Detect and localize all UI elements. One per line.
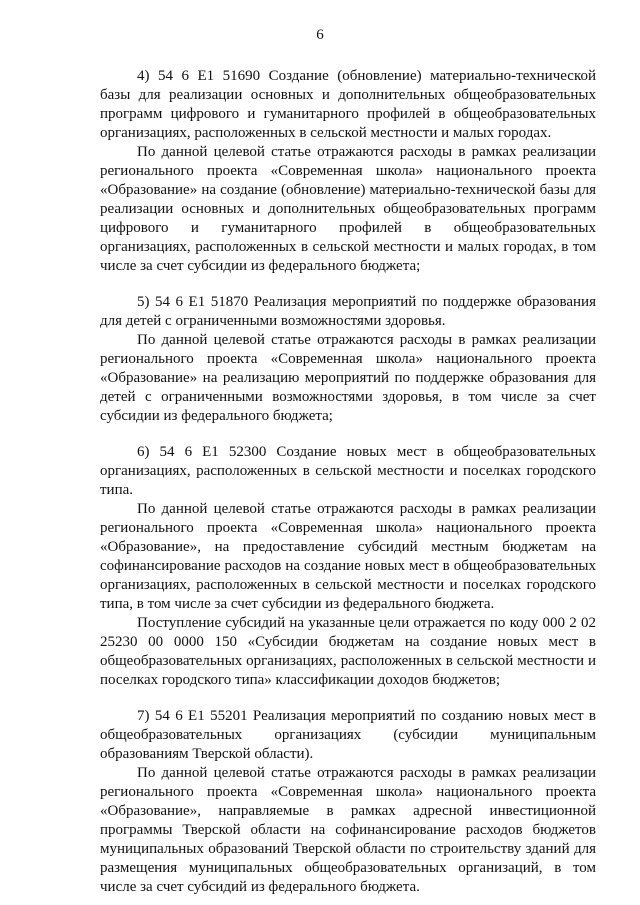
body-paragraph: По данной целевой статье отражаются расходы в рамках реализации регионального проекта «Современная школа» национального проекта «Образование» на создание (обновление) материально-технической базы для реализации основных и дополнительных общеобразовательных программ цифрового и гуманитарного профилей в общеобразовательных организациях, расположенных в сельской местности и малых городах, в том числе за счет субсидии из федерального бюджета; [100,144,596,274]
section-item-5 [100,293,596,426]
document-body [100,67,596,897]
body-paragraph: Поступление субсидий на указанные цели отражается по коду 000 2 02 25230 00 0000 150 «Субсидии бюджетам на создание новых мест в общеобразовательных организациях, расположенных в сельской местности и поселках городского типа» классификации доходов бюджетов; [100,615,596,688]
section-heading: 7) 54 6 Е1 55201 Реализация мероприятий по созданию новых мест в общеобразовательных организациях (субсидии муниципальным образованиям Тверской области). [100,708,596,762]
section-heading: 5) 54 6 Е1 51870 Реализация мероприятий по поддержке образования для детей с ограниченными возможностями здоровья. [100,294,596,329]
body-paragraph: По данной целевой статье отражаются расходы в рамках реализации регионального проекта «Современная школа» национального проекта «Образование», на предоставление субсидий местным бюджетам на софинансирование расходов на создание новых мест в общеобразовательных организациях, расположенных в сельской местности и поселках городского типа, в том числе за счет субсидии из федерального бюджета. [100,501,596,612]
section-heading: 6) 54 6 Е1 52300 Создание новых мест в общеобразовательных организациях, расположенных в сельской местности и поселках городского типа. [100,444,596,498]
section-heading: 4) 54 6 Е1 51690 Создание (обновление) материально-технической базы для реализации основных и дополнительных общеобразовательных программ цифрового и гуманитарного профилей в общеобразовательных организациях, расположенных в сельской местности и малых городах. [100,68,596,141]
body-paragraph: По данной целевой статье отражаются расходы в рамках реализации регионального проекта «Современная школа» национального проекта «Образование», направляемые в рамках адресной инвестиционной программы Тверской области на софинансирование расходов бюджетов муниципальных образований Тверской области по строительству зданий для размещения муниципальных общеобразовательных организаций, в том числе за счет субсидий из федерального бюджета. [100,765,596,895]
section-item-4 [100,67,596,276]
page-number: 6 [316,27,324,43]
section-item-7 [100,707,596,897]
section-item-6 [100,443,596,690]
body-paragraph: По данной целевой статье отражаются расходы в рамках реализации регионального проекта «Современная школа» национального проекта «Образование» на реализацию мероприятий по поддержке образования для детей с ограниченными возможностями здоровья, в том числе за счет субсидии из федерального бюджета; [100,332,596,424]
